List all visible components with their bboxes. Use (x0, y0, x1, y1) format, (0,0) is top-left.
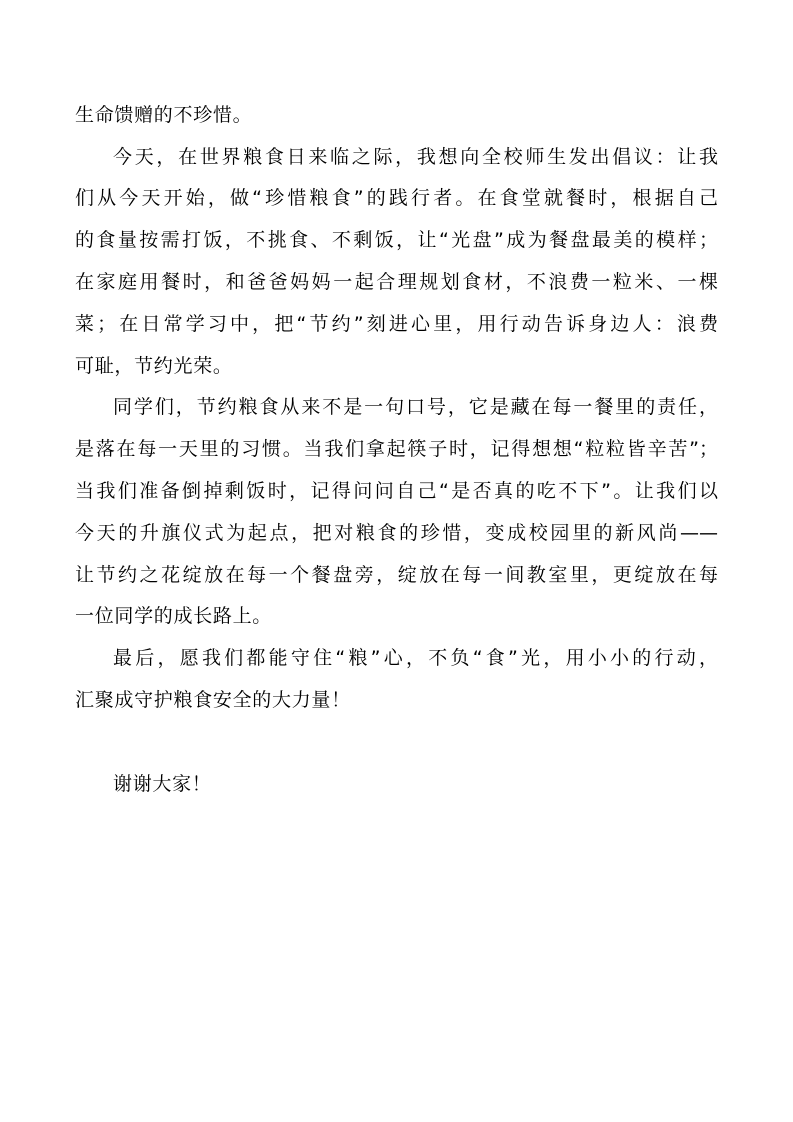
text-line: 今天，在世界粮食日来临之际，我想向全校师生发出倡议：让我 (113, 146, 718, 168)
closing-line: 谢谢大家！ (113, 773, 212, 795)
text-line: 一位同学的成长路上。 (75, 605, 273, 627)
text-line: 让节约之花绽放在每一个餐盘旁，绽放在每一间教室里，更绽放在每 (75, 564, 718, 586)
text-line: 汇聚成守护粮食安全的大力量！ (75, 689, 351, 711)
text-line: 可耻，节约光荣。 (75, 355, 233, 377)
text-line: 们从今天开始，做“珍惜粮食”的践行者。在食堂就餐时，根据自己 (75, 187, 718, 209)
text-line: 是落在每一天里的习惯。当我们拿起筷子时，记得想想“粒粒皆辛苦”； (75, 438, 718, 460)
text-line: 生命馈赠的不珍惜。 (75, 104, 253, 126)
text-line: 最后，愿我们都能守住“粮”心，不负“食”光，用小小的行动， (113, 647, 718, 669)
text-line: 的食量按需打饭，不挑食、不剩饭，让“光盘”成为餐盘最美的模样； (75, 229, 718, 251)
text-line: 在家庭用餐时，和爸爸妈妈一起合理规划食材，不浪费一粒米、一棵 (75, 271, 718, 293)
text-line: 当我们准备倒掉剩饭时，记得问问自己“是否真的吃不下”。让我们以 (75, 480, 718, 502)
text-line: 菜；在日常学习中，把“节约”刻进心里，用行动告诉身边人：浪费 (75, 313, 718, 335)
text-line: 同学们，节约粮食从来不是一句口号，它是藏在每一餐里的责任， (113, 396, 718, 418)
text-line: 今天的升旗仪式为起点，把对粮食的珍惜，变成校园里的新风尚—— (75, 522, 718, 544)
